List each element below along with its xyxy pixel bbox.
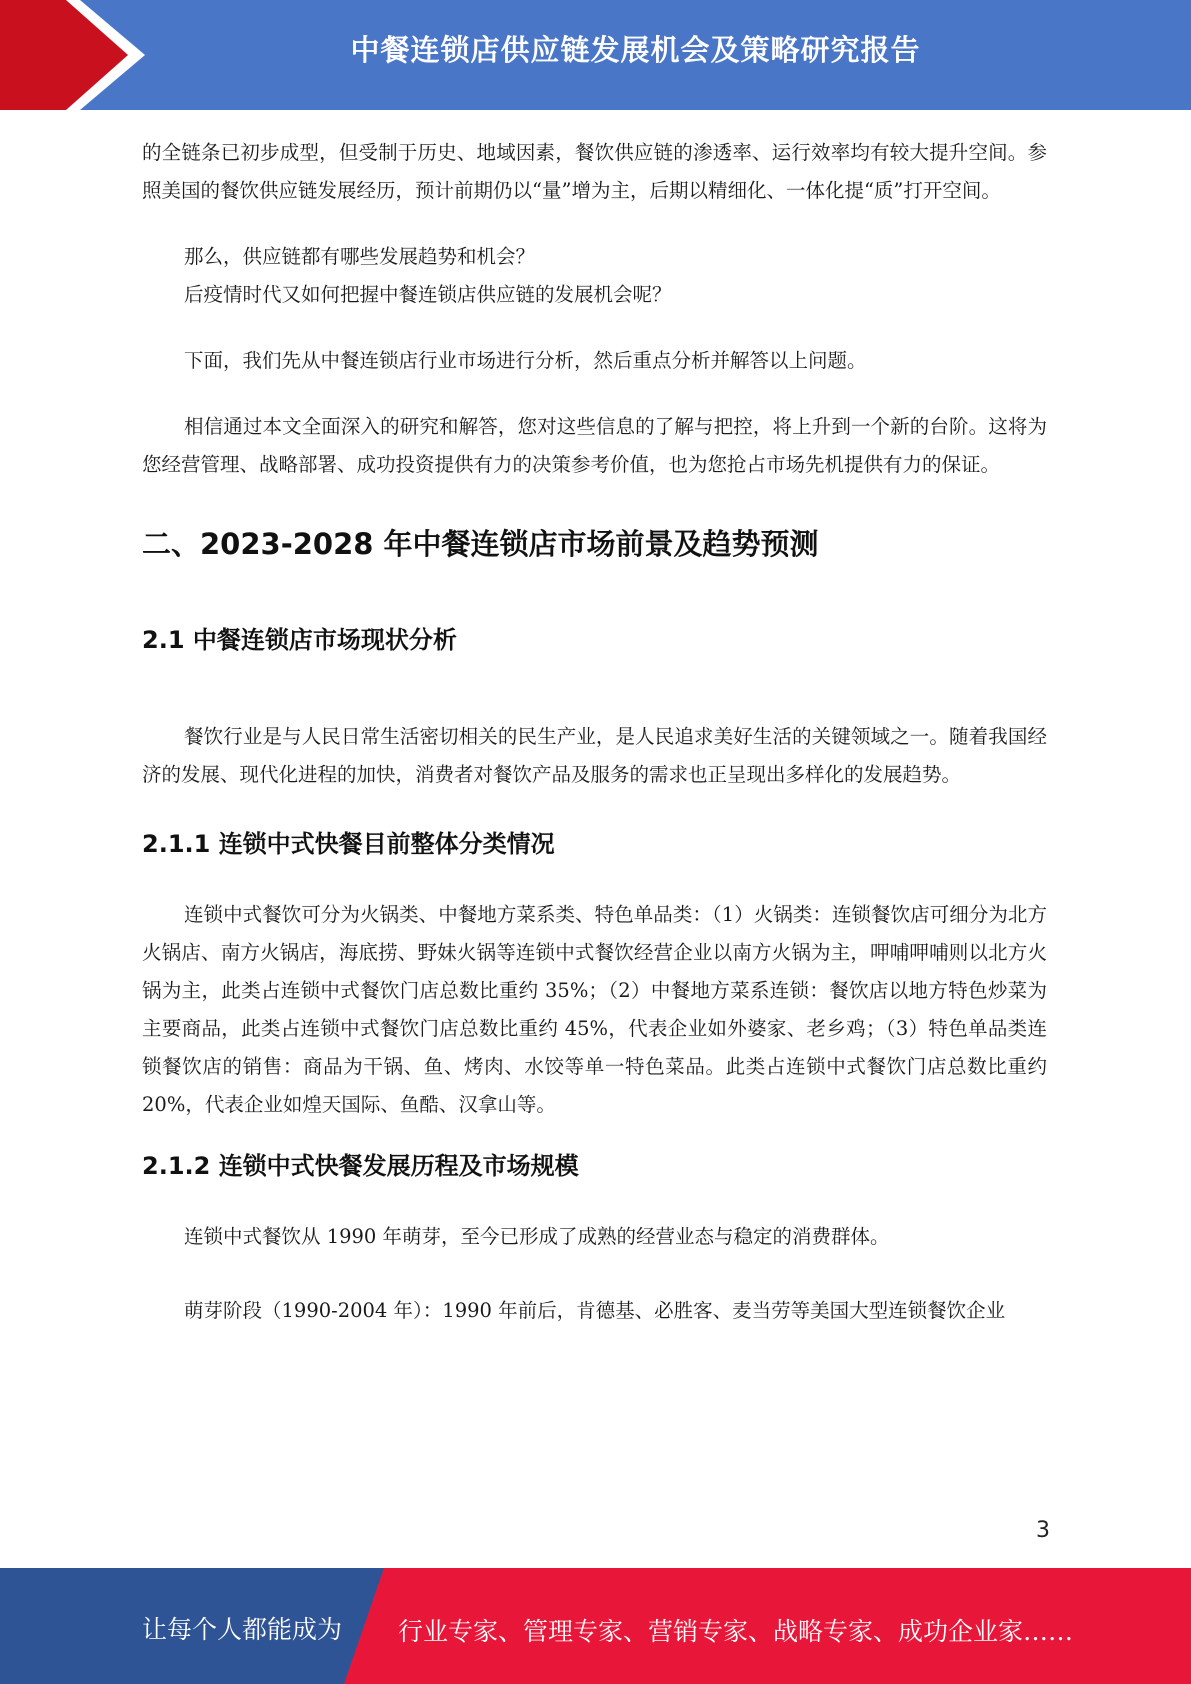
question-opportunity: 后疫情时代又如何把握中餐连锁店供应链的发展机会呢？ <box>184 283 672 306</box>
paragraph-history: 连锁中式餐饮从 1990 年萌芽，至今已形成了成熟的经营业态与稳定的消费群体。 <box>184 1225 890 1248</box>
page-number: 3 <box>1036 1518 1050 1543</box>
heading-2-1-2: 2.1.2 连锁中式快餐发展历程及市场规模 <box>142 1152 579 1180</box>
footer-slogan-left: 让每个人都能成为 <box>142 1615 343 1644</box>
page-body <box>142 134 1047 1330</box>
footer-slogan-right: 行业专家、管理专家、营销专家、战略专家、成功企业家…… <box>398 1617 1074 1646</box>
heading-2-1: 2.1 中餐连锁店市场现状分析 <box>142 626 457 654</box>
question-trends: 那么，供应链都有哪些发展趋势和机会？ <box>184 245 536 268</box>
paragraph-continuation: 的全链条已初步成型，但受制于历史、地域因素，餐饮供应链的渗透率、运行效率均有较大提升空间。参照美国的餐饮供应链发展经历，预计前期仍以“量”增为主，后期以精细化、一体化提“质”打开空间。 <box>142 141 1047 202</box>
paragraph-intro-analysis: 下面，我们先从中餐连锁店行业市场进行分析，然后重点分析并解答以上问题。 <box>184 349 867 372</box>
paragraph-classification: 连锁中式餐饮可分为火锅类、中餐地方菜系类、特色单品类：（1）火锅类：连锁餐饮店可细分为北方火锅店、南方火锅店，海底捞、野妹火锅等连锁中式餐饮经营企业以南方火锅为主，呷哺呷哺则以北方火锅为主，此类占连锁中式餐饮门店总数比重约 35%；（2）中餐地方菜系连锁：餐饮店以地方特色炒菜为主要商品，此类占连锁中式餐饮门店总数比重约 45%，代表企业如外婆家、老乡鸡；（3）特色单品类连锁餐饮店的销售：商品为干锅、鱼、烤肉、水饺等单一特色菜品。此类占连锁中式餐饮门店总数比重约 20%，代表企业如煌天国际、鱼酷、汉拿山等。 <box>142 903 1047 1116</box>
paragraph-value: 相信通过本文全面深入的研究和解答，您对这些信息的了解与把控，将上升到一个新的台阶。这将为您经营管理、战略部署、成功投资提供有力的决策参考价值，也为您抢占市场先机提供有力的保证。 <box>142 415 1047 476</box>
header-banner <box>0 0 1191 110</box>
heading-2-1-1: 2.1.1 连锁中式快餐目前整体分类情况 <box>142 830 555 858</box>
report-title: 中餐连锁店供应链发展机会及策略研究报告 <box>350 33 921 67</box>
paragraph-industry: 餐饮行业是与人民日常生活密切相关的民生产业，是人民追求美好生活的关键领域之一。随着我国经济的发展、现代化进程的加快，消费者对餐饮产品及服务的需求也正呈现出多样化的发展趋势。 <box>142 725 1047 786</box>
paragraph-sprout-stage: 萌芽阶段（1990-2004 年）：1990 年前后，肯德基、必胜客、麦当劳等美国大型连锁餐饮企业 <box>184 1299 1006 1322</box>
footer-banner <box>0 1568 1191 1684</box>
section-heading-2: 二、2023-2028 年中餐连锁店市场前景及趋势预测 <box>142 527 819 561</box>
